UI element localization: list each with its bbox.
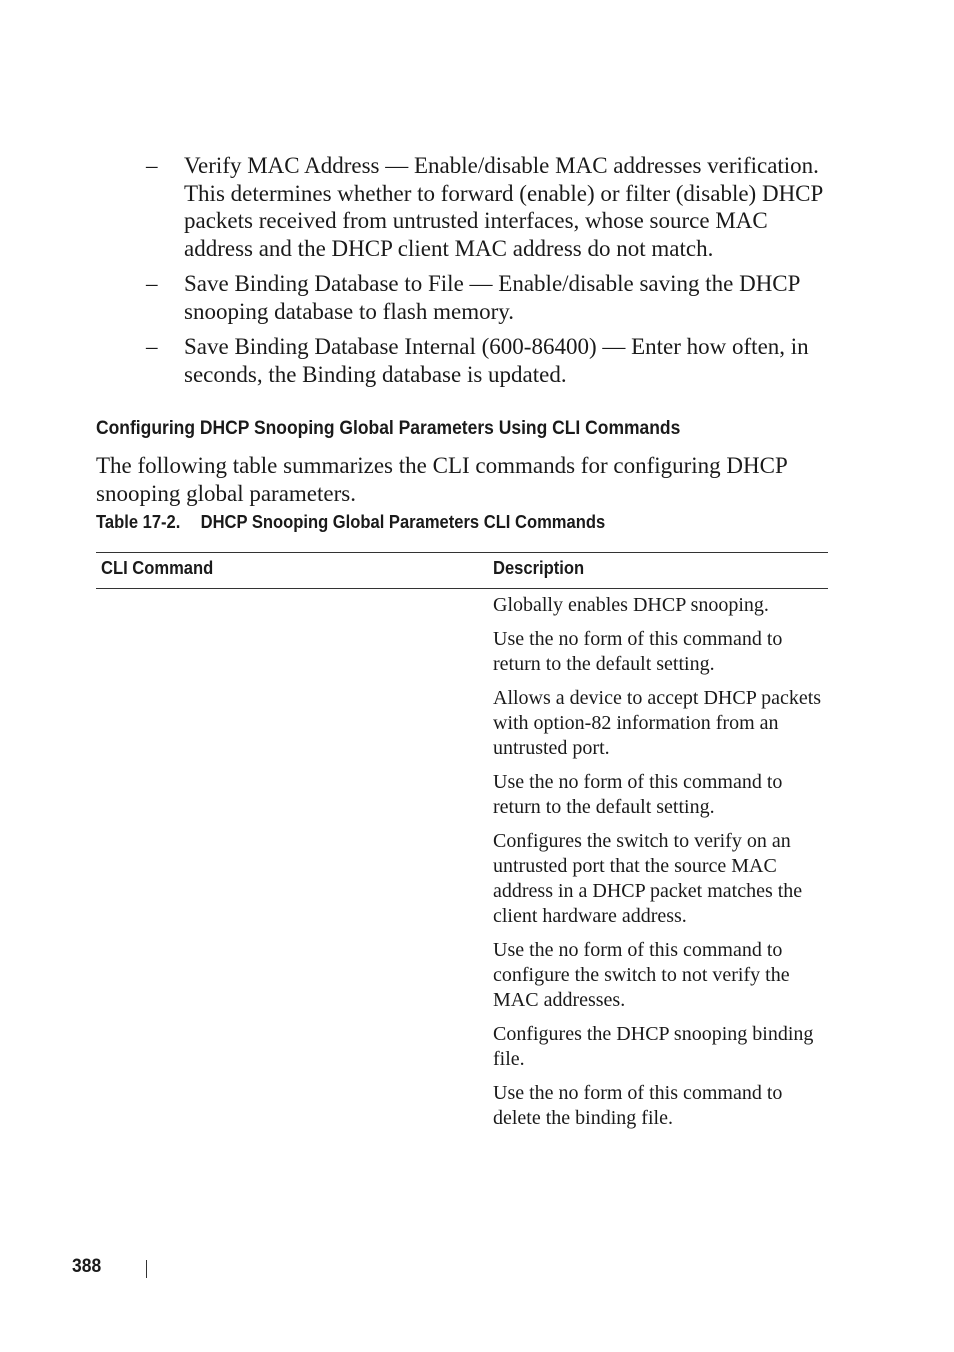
cli-commands-table [96, 552, 828, 1140]
header-description: Description [493, 558, 585, 578]
bullet-term: Save Binding Database to File [184, 271, 464, 296]
table-caption-number: Table 17-2. [96, 512, 181, 532]
bullet-term: Verify MAC Address [184, 153, 380, 178]
description-cell: Configures the DHCP snooping binding file. [493, 1023, 814, 1070]
table-caption [96, 512, 605, 533]
bullet-verify-mac [146, 152, 824, 262]
table-caption-title: DHCP Snooping Global Parameters CLI Commands [200, 512, 606, 532]
page-number-divider [146, 1260, 147, 1278]
table-header-row [96, 552, 828, 589]
parameter-bullet-list [0, 152, 954, 396]
description-cell: Globally enables DHCP snooping. [493, 594, 769, 616]
bullet-term: Save Binding Database Internal (600-86400) [184, 334, 597, 359]
section-heading: Configuring DHCP Snooping Global Parameters Using CLI Commands [96, 418, 681, 439]
description-cell: Configures the switch to verify on an untrusted port that the source MAC address in a DHCP packet matches the client hardware address. [493, 830, 803, 927]
bullet-save-binding-interval [146, 333, 824, 388]
description-cell: Use the no form of this command to delete the binding file. [493, 1082, 783, 1129]
bullet-dash: – [146, 153, 158, 178]
header-cli-command: CLI Command [101, 558, 214, 578]
description-cell: Use the no form of this command to return to the default setting. [493, 771, 783, 818]
bullet-text: — Enable/disable saving the DHCP snooping database to flash memory. [184, 271, 800, 324]
bullet-dash: – [146, 334, 158, 359]
bullet-text: — Enter how often, in seconds, the Binding database is updated. [184, 334, 809, 387]
intro-paragraph: The following table summarizes the CLI commands for configuring DHCP snooping global parameters. [96, 453, 787, 506]
description-cell: Use the no form of this command to return to the default setting. [493, 628, 783, 675]
bullet-dash: – [146, 271, 158, 296]
page-number: 388 [72, 1256, 102, 1277]
bullet-save-binding-file [146, 270, 824, 325]
description-cell: Allows a device to accept DHCP packets with option-82 information from an untrusted port. [493, 687, 822, 759]
description-cell: Use the no form of this command to configure the switch to not verify the MAC addresses. [493, 939, 790, 1011]
bullet-text: — Enable/disable MAC addresses verification. This determines whether to forward (enable) or filter (disable) DHCP packets received from untrusted interfaces, whose source MAC address and the DHCP client MAC address do not match. [184, 153, 823, 261]
description-column [493, 589, 828, 1131]
